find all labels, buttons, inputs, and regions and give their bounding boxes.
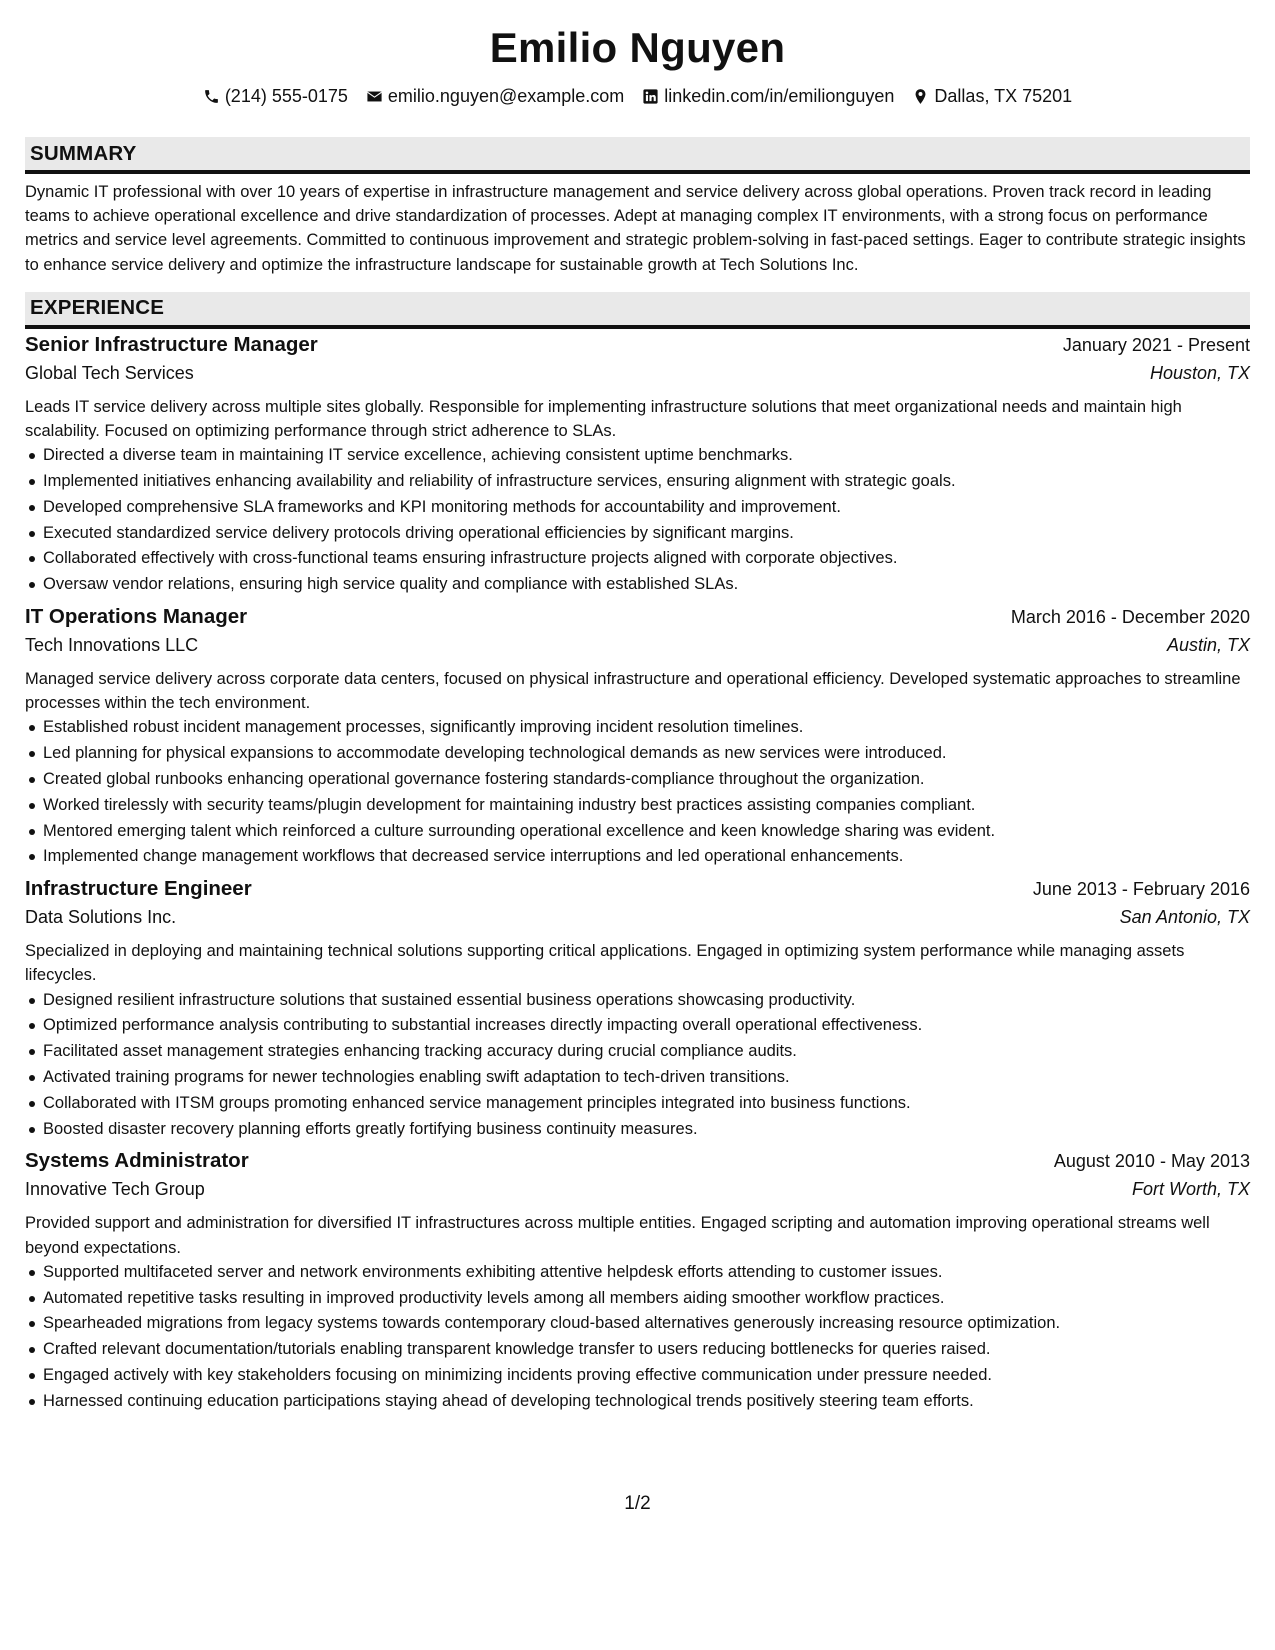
job-header: [25, 333, 1250, 363]
bullet-item: Automated repetitive tasks resulting in improved productivity levels among all members aiding smoother workflow practices.: [43, 1286, 1250, 1312]
job-description: Leads IT service delivery across multiple sites globally. Responsible for implementing infrastructure solutions that meet organizational needs and maintain high scalability. Focused on optimizing performance through strict adherence to SLAs.: [25, 397, 1182, 441]
linkedin-icon: [642, 88, 659, 105]
job-subheader: [25, 907, 1250, 937]
job-description: Managed service delivery across corporate data centers, focused on physical infrastructure and operational efficiency. Developed systematic approaches to streamline processes within the tech environment.: [25, 670, 1241, 713]
envelope-icon: [366, 88, 383, 105]
bullet-item: Supported multifaceted server and network environments exhibiting attentive helpdesk efforts attending to customer issues.: [43, 1260, 1250, 1286]
bullet-item: Executed standardized service delivery protocols driving operational efficiencies by significant margins.: [43, 521, 1250, 547]
contact-bar: [25, 85, 1250, 107]
map-marker-icon: [912, 88, 929, 105]
bullet-item: Developed comprehensive SLA frameworks and KPI monitoring methods for accountability and improvement.: [43, 495, 1250, 521]
bullet-item: Implemented change management workflows that decreased service interruptions and led operational enhancements.: [43, 844, 1250, 870]
company-name: Innovative Tech Group: [25, 1179, 205, 1200]
bullet-item: Directed a diverse team in maintaining IT service excellence, achieving consistent uptime benchmarks.: [43, 443, 1250, 469]
bullet-item: Collaborated with ITSM groups promoting enhanced service management principles integrated into business functions.: [43, 1091, 1250, 1117]
bullet-item: Implemented initiatives enhancing availability and reliability of infrastructure services, ensuring alignment with strategic goals.: [43, 469, 1250, 495]
summary-heading-bar: [25, 137, 1250, 174]
linkedin-text: linkedin.com/in/emilionguyen: [664, 86, 895, 106]
job-location: Houston, TX: [1149, 362, 1250, 383]
candidate-name: Emilio Nguyen: [489, 24, 786, 71]
job-subheader: [25, 1179, 1250, 1209]
bullet-item: Collaborated effectively with cross-functional teams ensuring infrastructure projects aligned with corporate objectives.: [43, 546, 1250, 572]
job-location: Austin, TX: [1166, 635, 1250, 655]
contact-phone: [203, 85, 348, 107]
summary-heading: SUMMARY: [30, 141, 137, 165]
bullet-item: Designed resilient infrastructure solutions that sustained essential business operations showcasing productivity.: [43, 988, 1250, 1014]
job-entry: [25, 333, 1250, 598]
bullet-item: Boosted disaster recovery planning efforts greatly fortifying business continuity measures.: [43, 1117, 1250, 1143]
job-bullets: [25, 1260, 1250, 1415]
job-header: [25, 877, 1250, 907]
job-dates: March 2016 - December 2020: [1010, 607, 1250, 627]
resume-header: [25, 0, 1250, 107]
job-bullets: [25, 715, 1250, 870]
job-dates: January 2021 - Present: [1062, 334, 1250, 355]
job-entry: [25, 1149, 1250, 1414]
job-description: Provided support and administration for diversified IT infrastructures across multiple entities. Engaged scripting and automation improving operational streams well beyond expectations.: [25, 1214, 1210, 1257]
bullet-item: Led planning for physical expansions to accommodate developing technological demands as new services were introduced.: [43, 741, 1250, 767]
bullet-item: Mentored emerging talent which reinforced a culture surrounding operational excellence and keen knowledge sharing was evident.: [43, 819, 1250, 845]
bullet-item: Worked tirelessly with security teams/plugin development for maintaining industry best practices assisting companies compliant.: [43, 793, 1250, 819]
job-header: [25, 605, 1250, 635]
experience-section: [25, 292, 1250, 1415]
job-title: Senior Infrastructure Manager: [25, 332, 318, 356]
contact-location: [912, 85, 1072, 107]
job-title: Infrastructure Engineer: [25, 877, 252, 901]
location-text: Dallas, TX 75201: [934, 86, 1073, 106]
job-bullets: [25, 988, 1250, 1143]
company-name: Tech Innovations LLC: [25, 635, 199, 655]
phone-icon: [203, 88, 220, 105]
job-dates: June 2013 - February 2016: [1032, 879, 1250, 900]
bullet-item: Activated training programs for newer technologies enabling swift adaptation to tech-driven transitions.: [43, 1065, 1250, 1091]
job-title: Systems Administrator: [25, 1149, 249, 1173]
job-subheader: [25, 363, 1250, 393]
job-subheader: [25, 635, 1250, 665]
job-entry: [25, 877, 1250, 1142]
company-name: Data Solutions Inc.: [25, 907, 177, 928]
job-entry: [25, 605, 1250, 870]
job-description: Specialized in deploying and maintaining technical solutions supporting critical applications. Engaged in optimizing system performance while managing assets lifecycles.: [25, 942, 1185, 985]
bullet-item: Facilitated asset management strategies enhancing tracking accuracy during crucial compliance audits.: [43, 1039, 1250, 1065]
company-name: Global Tech Services: [25, 362, 194, 383]
experience-heading: EXPERIENCE: [30, 296, 165, 320]
job-bullets: [25, 443, 1250, 598]
bullet-item: Harnessed continuing education participations staying ahead of developing technological trends positively steering team efforts.: [43, 1389, 1250, 1415]
contact-linkedin[interactable]: [642, 85, 894, 107]
summary-section: [25, 137, 1250, 277]
bullet-item: Optimized performance analysis contributing to substantial increases directly impacting overall operational effectiveness.: [43, 1013, 1250, 1039]
bullet-item: Oversaw vendor relations, ensuring high service quality and compliance with established SLAs.: [43, 572, 1250, 598]
bullet-item: Created global runbooks enhancing operational governance fostering standards-compliance throughout the organization.: [43, 767, 1250, 793]
bullet-item: Crafted relevant documentation/tutorials enabling transparent knowledge transfer to users reducing bottlenecks for queries raised.: [43, 1337, 1250, 1363]
job-location: Fort Worth, TX: [1131, 1179, 1250, 1200]
resume-page: [25, 0, 1250, 1650]
bullet-item: Established robust incident management processes, significantly improving incident resolution timelines.: [43, 715, 1250, 741]
contact-email[interactable]: [366, 85, 624, 107]
job-title: IT Operations Manager: [25, 605, 248, 628]
bullet-item: Engaged actively with key stakeholders focusing on minimizing incidents proving effective communication under pressure needed.: [43, 1363, 1250, 1389]
job-dates: August 2010 - May 2013: [1053, 1151, 1250, 1172]
job-location: San Antonio, TX: [1119, 907, 1250, 928]
phone-text: (214) 555-0175: [224, 86, 348, 106]
bullet-item: Spearheaded migrations from legacy systems towards contemporary cloud-based alternatives generously increasing resource optimization.: [43, 1311, 1250, 1337]
email-text: emilio.nguyen@example.com: [387, 86, 625, 106]
summary-text: Dynamic IT professional with over 10 years of expertise in infrastructure management and service delivery across global operations. Proven track record in leading teams to achieve operational excellence and drive standardization of processes. Adept at managing complex IT environments, with a strong focus on performance metrics and service level agreements. Committed to continuous improvement and strategic problem-solving in fast-paced settings. Eager to contribute strategic insights to enhance service delivery and optimize the infrastructure landscape for sustainable growth at Tech Solutions Inc.: [25, 183, 1246, 274]
experience-heading-bar: [25, 292, 1250, 329]
page-indicator: 1/2: [624, 1493, 651, 1514]
job-header: [25, 1149, 1250, 1179]
